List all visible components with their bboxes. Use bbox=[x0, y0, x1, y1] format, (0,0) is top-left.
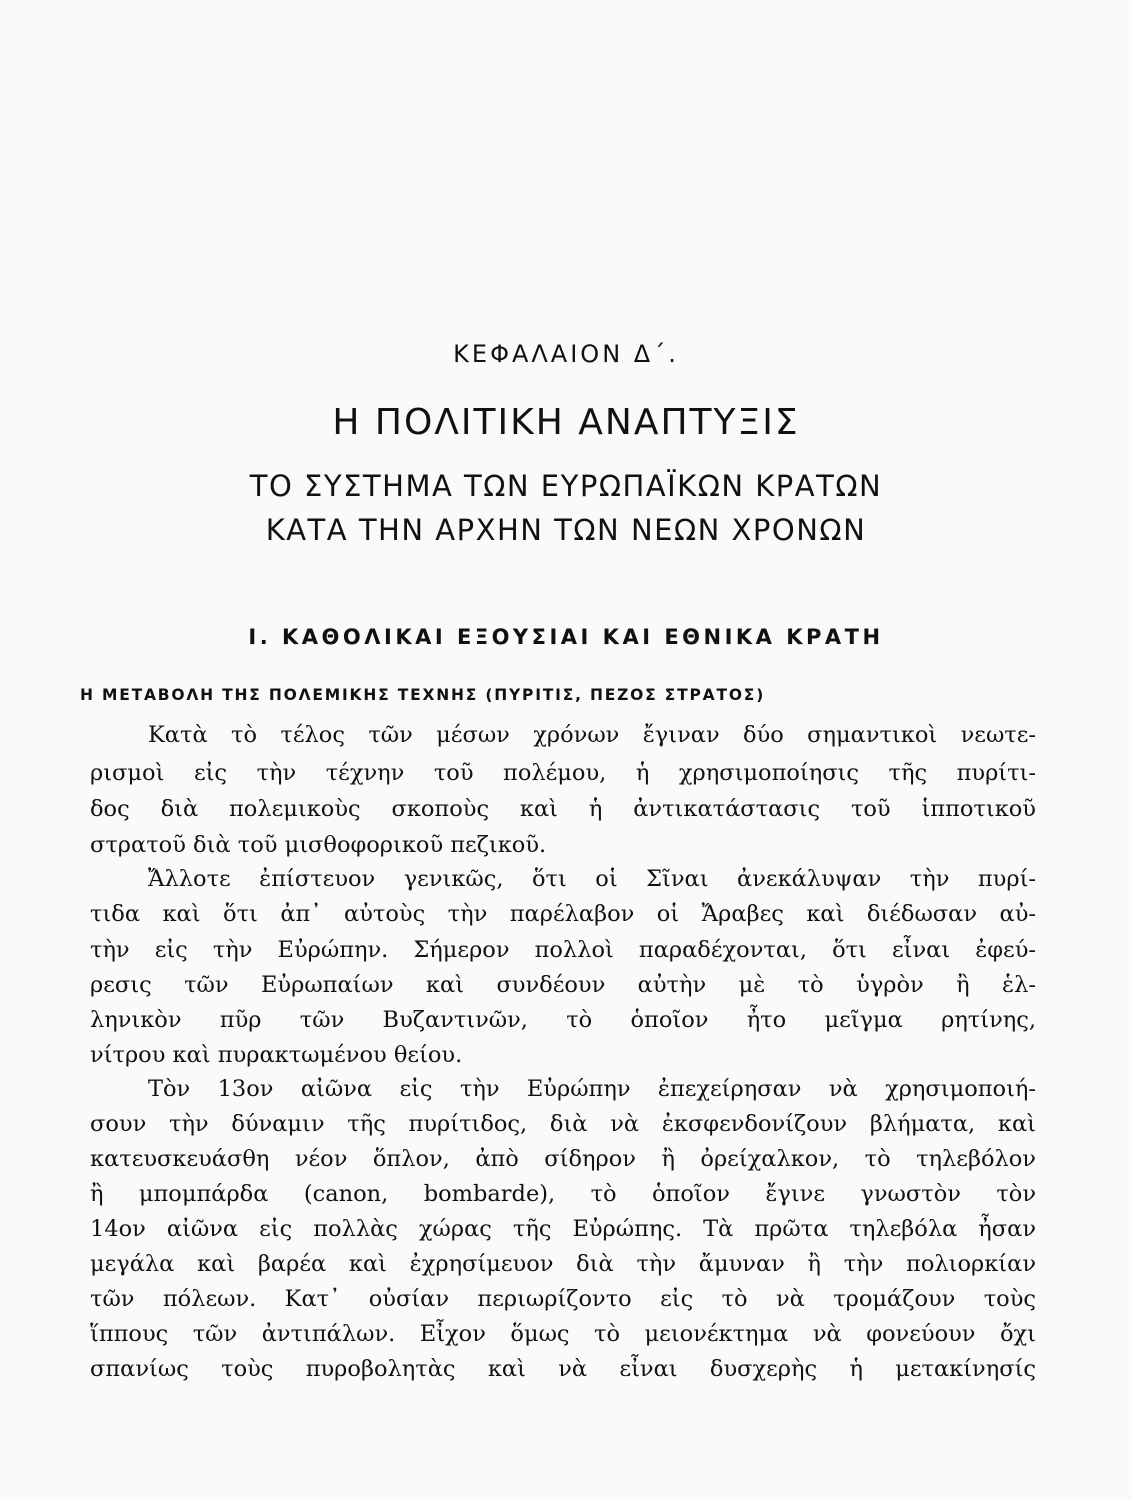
body-line: μεγάλα καὶ βαρέα καὶ ἐχρησίμευον διὰ τὴν ἄμυναν ἢ τὴν πολιορκίαν bbox=[90, 1251, 1036, 1277]
body-line: ληνικὸν πῦρ τῶν Βυζαντινῶν, τὸ ὁποῖον ἦτο μεῖγμα ρητίνης, bbox=[90, 1007, 1036, 1033]
body-line: ρισμοὶ εἰς τὴν τέχνην τοῦ πολέμου, ἡ χρησιμοποίησις τῆς πυρίτι- bbox=[90, 760, 1036, 786]
body-line: σπανίως τοὺς πυροβολητὰς καὶ νὰ εἶναι δυσχερὴς ἡ μετακίνησίς bbox=[90, 1356, 1036, 1382]
body-line: ἢ μπομπάρδα (canon, bombarde), τὸ ὁποῖον ἔγινε γνωστὸν τὸν bbox=[90, 1181, 1036, 1207]
body-line: σουν τὴν δύναμιν τῆς πυρίτιδος, διὰ νὰ ἐκσφενδονίζουν βλήματα, καὶ bbox=[90, 1111, 1036, 1137]
body-line: δος διὰ πολεμικοὺς σκοποὺς καὶ ἡ ἀντικατάστασις τοῦ ἱπποτικοῦ bbox=[90, 796, 1036, 822]
section-subheading: Η ΜΕΤΑΒΟΛΗ ΤΗΣ ΠΟΛΕΜΙΚΗΣ ΤΕΧΝΗΣ (ΠΥΡΙΤΙΣ, ΠΕΖΟΣ ΣΤΡΑΤΟΣ) bbox=[80, 686, 766, 704]
body-line: τῶν πόλεων. Κατ᾿ οὐσίαν περιωρίζοντο εἰς τὸ νὰ τρομάζουν τοὺς bbox=[90, 1286, 1036, 1312]
section-heading: Ι. ΚΑΘΟΛΙΚΑΙ ΕΞΟΥΣΙΑΙ ΚΑΙ ΕΘΝΙΚΑ ΚΡΑΤΗ bbox=[248, 625, 884, 649]
chapter-subtitle-line-1: ΤΟ ΣΥΣΤΗΜΑ ΤΩΝ ΕΥΡΩΠΑΪΚΩΝ ΚΡΑΤΩΝ bbox=[249, 469, 883, 503]
chapter-label: ΚΕΦΑΛΑΙΟΝ Δ΄. bbox=[453, 340, 679, 368]
body-line: νίτρου καὶ πυρακτωμένου θείου. bbox=[90, 1042, 463, 1068]
body-line: Κατὰ τὸ τέλος τῶν μέσων χρόνων ἔγιναν δύο σημαντικοὶ νεωτε- bbox=[148, 722, 1036, 748]
body-line: κατευσκευάσθη νέον ὅπλον, ἀπὸ σίδηρον ἢ ὀρείχαλκον, τὸ τηλεβόλον bbox=[90, 1146, 1036, 1172]
chapter-title: Η ΠΟΛΙΤΙΚΗ ΑΝΑΠΤΥΞΙΣ bbox=[332, 402, 800, 443]
body-line: τὴν εἰς τὴν Εὐρώπην. Σήμερον πολλοὶ παραδέχονται, ὅτι εἶναι ἐφεύ- bbox=[90, 937, 1036, 963]
body-line: Ἄλλοτε ἐπίστευον γενικῶς, ὅτι οἱ Σῖναι ἀνεκάλυψαν τὴν πυρί- bbox=[148, 866, 1036, 892]
body-line: ἵππους τῶν ἀντιπάλων. Εἶχον ὅμως τὸ μειονέκτημα νὰ φονεύουν ὄχι bbox=[90, 1321, 1036, 1347]
body-line: στρατοῦ διὰ τοῦ μισθοφορικοῦ πεζικοῦ. bbox=[90, 832, 547, 858]
chapter-subtitle-line-2: ΚΑΤΑ ΤΗΝ ΑΡΧΗΝ ΤΩΝ ΝΕΩΝ ΧΡΟΝΩΝ bbox=[265, 513, 867, 547]
body-line: 14ον αἰῶνα εἰς πολλὰς χώρας τῆς Εὐρώπης. Τὰ πρῶτα τηλεβόλα ἦσαν bbox=[90, 1216, 1036, 1242]
body-line: ρεσις τῶν Εὐρωπαίων καὶ συνδέουν αὐτὴν μὲ τὸ ὑγρὸν ἢ ἑλ- bbox=[90, 972, 1036, 998]
body-line: τιδα καὶ ὅτι ἀπ᾿ αὐτοὺς τὴν παρέλαβον οἱ Ἄραβες καὶ διέδωσαν αὐ- bbox=[90, 901, 1036, 927]
body-line: Τὸν 13ον αἰῶνα εἰς τὴν Εὐρώπην ἐπεχείρησαν νὰ χρησιμοποιή- bbox=[148, 1076, 1036, 1102]
